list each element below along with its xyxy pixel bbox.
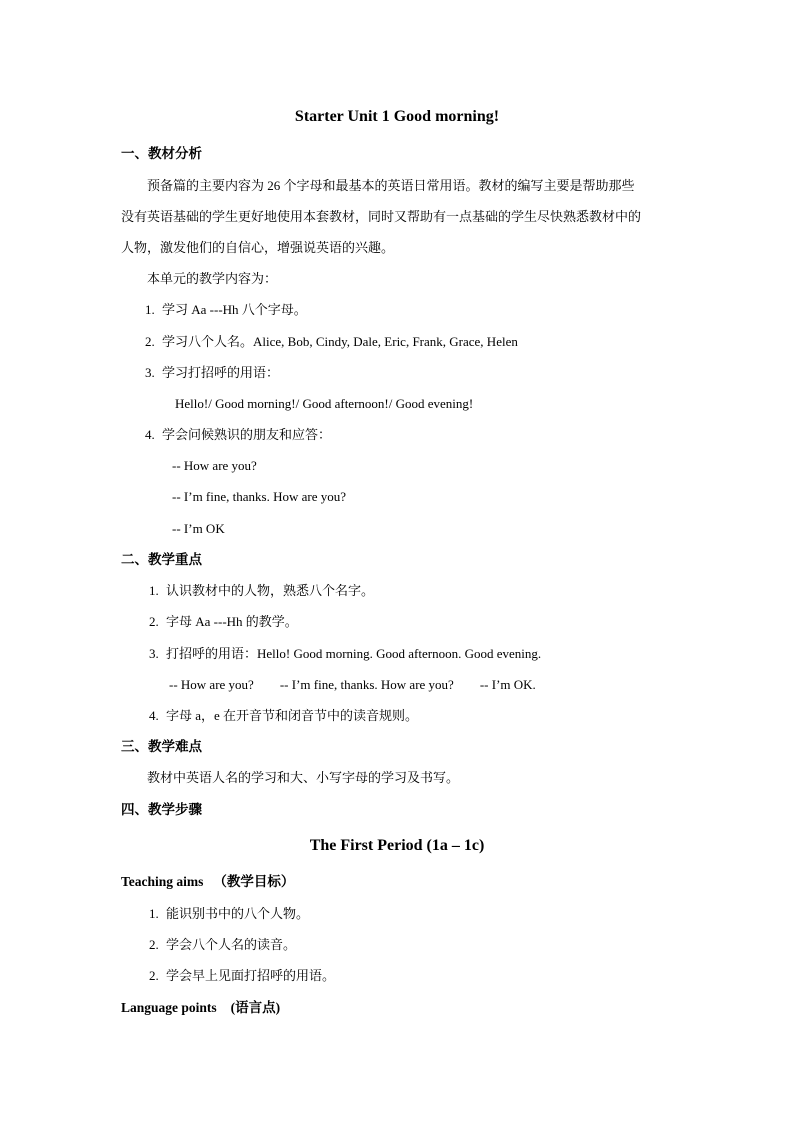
content-intro: 本单元的教学内容为： bbox=[147, 271, 278, 286]
list-number: 2. bbox=[149, 614, 159, 629]
list-number: 2. bbox=[149, 968, 159, 983]
paragraph-line: 预备篇的主要内容为 26 个字母和最基本的英语日常用语。教材的编写主要是帮助那些 bbox=[147, 178, 635, 193]
list-text: 学会早上见面打招呼的用语。 bbox=[166, 968, 336, 983]
dialog-line: -- I’m OK. bbox=[479, 677, 536, 692]
list-item bbox=[149, 968, 335, 984]
list-text: 学会八个人名的读音。 bbox=[166, 937, 297, 952]
list-number: 4. bbox=[149, 708, 159, 723]
list-item bbox=[145, 302, 307, 318]
list-number: 1. bbox=[145, 302, 155, 317]
list-number: 1. bbox=[149, 583, 159, 598]
language-points-heading bbox=[121, 1000, 280, 1016]
difficulty-text: 教材中英语人名的学习和大、小写字母的学习及书写。 bbox=[147, 770, 460, 785]
greetings-line: Hello!/ Good morning!/ Good afternoon!/ Good evening! bbox=[175, 396, 474, 411]
list-number: 2. bbox=[145, 334, 155, 349]
list-item bbox=[149, 646, 541, 662]
aims-heading-en: Teaching aims bbox=[121, 874, 204, 889]
list-text: 学习 Aa ---Hh 八个字母。 bbox=[162, 302, 307, 317]
section-heading-analysis: 一、教材分析 bbox=[121, 146, 202, 161]
list-text: 打招呼的用语：Hello! Good morning. Good afternoon. Good evening. bbox=[166, 646, 542, 661]
dialog-line: -- How are you? bbox=[172, 458, 257, 473]
list-text: 学习八个人名。Alice, Bob, Cindy, Dale, Eric, Frank, Grace, Helen bbox=[162, 334, 518, 349]
list-number: 1. bbox=[149, 906, 159, 921]
list-number: 2. bbox=[149, 937, 159, 952]
list-number: 4. bbox=[145, 427, 155, 442]
list-item bbox=[145, 334, 518, 350]
dialog-line: -- How are you? bbox=[169, 677, 254, 692]
list-text: 能识别书中的八个人物。 bbox=[166, 906, 310, 921]
list-item bbox=[149, 583, 374, 599]
list-item bbox=[149, 614, 298, 630]
list-text: 字母 Aa ---Hh 的教学。 bbox=[166, 614, 298, 629]
dialog-line: -- I’m fine, thanks. How are you? bbox=[279, 677, 454, 692]
list-item bbox=[145, 365, 279, 381]
list-text: 字母 a，e 在开音节和闭音节中的读音规则。 bbox=[166, 708, 419, 723]
paragraph-line: 人物，激发他们的自信心，增强说英语的兴趣。 bbox=[121, 240, 395, 255]
lang-heading-en: Language points bbox=[121, 1000, 217, 1015]
document-title: Starter Unit 1 Good morning! bbox=[294, 108, 500, 125]
paragraph-line: 没有英语基础的学生更好地使用本套教材，同时又帮助有一点基础的学生尽快熟悉教材中的 bbox=[121, 209, 642, 224]
section-heading-difficulties: 三、教学难点 bbox=[121, 739, 202, 754]
period-title: The First Period (1a – 1c) bbox=[309, 837, 485, 854]
list-text: 认识教材中的人物，熟悉八个名字。 bbox=[166, 583, 375, 598]
section-heading-key-points: 二、教学重点 bbox=[121, 552, 202, 567]
list-item bbox=[145, 427, 331, 443]
section-heading-steps: 四、教学步骤 bbox=[121, 802, 202, 817]
list-text: 学会问候熟识的朋友和应答： bbox=[162, 427, 332, 442]
list-item bbox=[149, 708, 418, 724]
lang-heading-cn: (语言点) bbox=[230, 1000, 281, 1015]
teaching-aims-heading bbox=[121, 874, 294, 890]
dialog-line: -- I’m fine, thanks. How are you? bbox=[172, 489, 346, 504]
aims-heading-cn: （教学目标） bbox=[213, 874, 295, 889]
list-item bbox=[149, 937, 296, 953]
list-item bbox=[149, 906, 309, 922]
list-number: 3. bbox=[145, 365, 155, 380]
dialog-line: -- I’m OK bbox=[172, 521, 225, 536]
list-number: 3. bbox=[149, 646, 159, 661]
list-text: 学习打招呼的用语： bbox=[162, 365, 280, 380]
dialog-row bbox=[169, 677, 536, 693]
